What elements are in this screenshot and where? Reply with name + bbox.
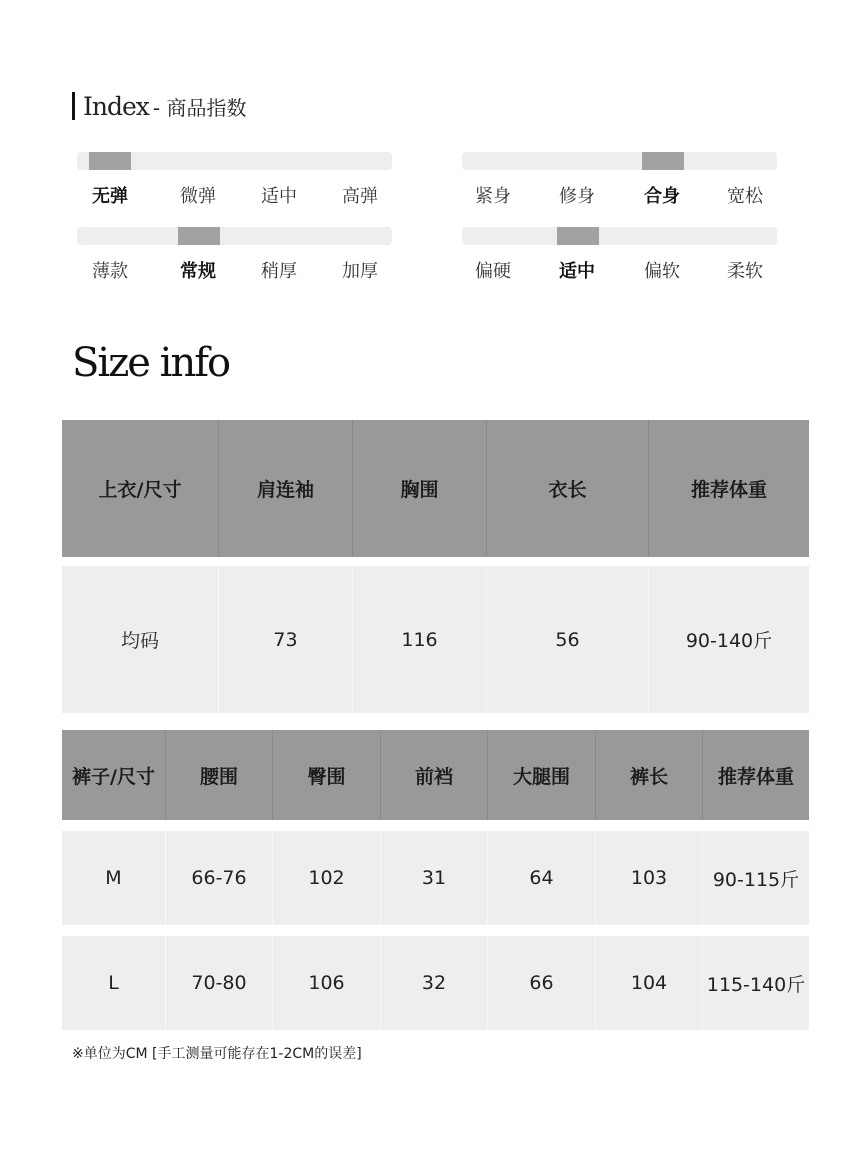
measurement-footnote: ※单位为CM [手工测量可能存在1-2CM的误差]: [72, 1046, 362, 1062]
table-cell: 102: [273, 831, 381, 925]
table-header-cell: 大腿围: [488, 730, 596, 820]
table-cell: 115-140斤: [703, 936, 809, 1030]
table-header-cell: 推荐体重: [703, 730, 809, 820]
index-marker: [89, 152, 131, 170]
index-heading: [72, 88, 246, 124]
index-label: 无弹: [92, 186, 128, 207]
table-cell: 90-115斤: [703, 831, 809, 925]
table-cell: 31: [381, 831, 488, 925]
table-cell: 70-80: [166, 936, 273, 1030]
index-label: 柔软: [727, 261, 763, 282]
table-header-row: [62, 420, 809, 557]
index-marker: [557, 227, 599, 245]
index-label: 稍厚: [261, 261, 297, 282]
table-header-cell: 裤子/尺寸: [62, 730, 166, 820]
index-label: 常规: [180, 261, 216, 282]
table-cell: 64: [488, 831, 596, 925]
index-marker: [178, 227, 220, 245]
index-label: 偏硬: [475, 261, 511, 282]
table-row: [62, 566, 809, 713]
table-header-cell: 腰围: [166, 730, 273, 820]
table-cell: 73: [219, 566, 353, 713]
index-label: 微弹: [180, 186, 216, 207]
table-cell: 103: [596, 831, 703, 925]
index-label: 合身: [644, 186, 680, 207]
table-header-cell: 裤长: [596, 730, 703, 820]
index-label: 宽松: [727, 186, 763, 207]
index-track: [77, 227, 392, 245]
table-cell: L: [62, 936, 166, 1030]
table-header-cell: 推荐体重: [649, 420, 809, 557]
table-header-cell: 臀围: [273, 730, 381, 820]
table-cell: 32: [381, 936, 488, 1030]
table-header-cell: 前裆: [381, 730, 488, 820]
table-cell: 均码: [62, 566, 219, 713]
table-cell: 116: [353, 566, 487, 713]
table-header-row: [62, 730, 809, 820]
index-label: 修身: [559, 186, 595, 207]
table-cell: 104: [596, 936, 703, 1030]
table-cell: 106: [273, 936, 381, 1030]
size-info-title: Size info: [72, 340, 230, 386]
table-header-cell: 肩连袖: [219, 420, 353, 557]
index-label: 紧身: [475, 186, 511, 207]
index-label: 适中: [261, 186, 297, 207]
table-cell: 90-140斤: [649, 566, 809, 713]
index-title-cn: - 商品指数: [152, 95, 247, 120]
heading-bar: [72, 92, 75, 120]
index-marker: [642, 152, 684, 170]
index-label: 适中: [559, 261, 595, 282]
index-label: 薄款: [92, 261, 128, 282]
index-label: 偏软: [644, 261, 680, 282]
table-row: [62, 831, 809, 925]
table-row: [62, 936, 809, 1030]
index-label: 加厚: [342, 261, 378, 282]
table-header-cell: 上衣/尺寸: [62, 420, 219, 557]
table-header-cell: 胸围: [353, 420, 487, 557]
index-track: [462, 152, 777, 170]
table-cell: 56: [487, 566, 649, 713]
index-title-en: Index: [83, 91, 149, 121]
index-label: 高弹: [342, 186, 378, 207]
index-track: [462, 227, 777, 245]
table-cell: M: [62, 831, 166, 925]
table-header-cell: 衣长: [487, 420, 649, 557]
table-cell: 66-76: [166, 831, 273, 925]
table-cell: 66: [488, 936, 596, 1030]
